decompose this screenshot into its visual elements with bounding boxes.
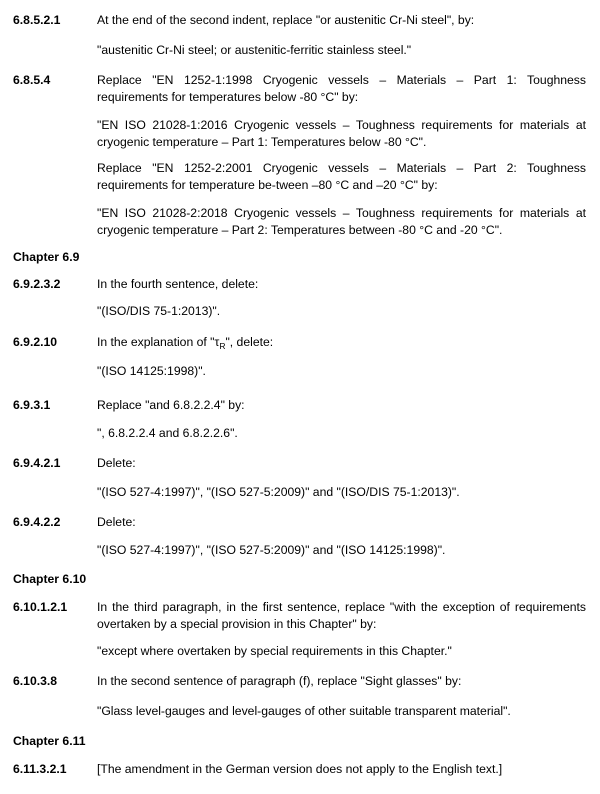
chapter-heading-6-11: Chapter 6.11 — [13, 734, 86, 748]
amendment-instruction: Delete: — [97, 456, 136, 470]
amendment-instruction: At the end of the second indent, replace "or austenitic Cr-Ni steel", by: — [97, 13, 475, 27]
paragraph-number: 6.8.5.4 — [13, 73, 51, 87]
replacement-text: "Glass level-gauges and level-gauges of other suitable transparent material". — [97, 704, 511, 718]
instruction-after: ", delete: — [225, 335, 274, 349]
amendment-instruction: In the third paragraph, in the first sentence, replace "with the exception of requirements overtaken by a special provision in this Chapter" by: — [97, 600, 586, 631]
paragraph-number: 6.9.2.10 — [13, 335, 58, 349]
paragraph-number: 6.10.1.2.1 — [13, 600, 68, 614]
replacement-text: "(ISO 527-4:1997)", "(ISO 527-5:2009)" and "(ISO/DIS 75-1:2013)". — [97, 485, 460, 499]
replacement-text: "austenitic Cr-Ni steel; or austenitic-ferritic stainless steel." — [97, 43, 412, 57]
amendment-instruction-2: Replace "EN 1252-2:2001 Cryogenic vessels – Materials – Part 2: Toughness requirements for temperature be-tween –80 °C and –20 °C" by: — [97, 161, 586, 192]
replacement-text: "(ISO/DIS 75-1:2013)". — [97, 304, 221, 318]
replacement-text: "(ISO 527-4:1997)", "(ISO 527-5:2009)" and "(ISO 14125:1998)". — [97, 543, 446, 557]
amendment-instruction: In the fourth sentence, delete: — [97, 277, 259, 291]
replacement-text: ", 6.8.2.2.4 and 6.8.2.2.6". — [97, 426, 238, 440]
paragraph-number: 6.9.4.2.1 — [13, 456, 61, 470]
paragraph-number: 6.10.3.8 — [13, 674, 58, 688]
chapter-heading-6-9: Chapter 6.9 — [13, 250, 80, 264]
amendment-instruction: Delete: — [97, 515, 136, 529]
replacement-text-2: "EN ISO 21028-2:2018 Cryogenic vessels – Toughness requirements for materials at cryogenic temperature – Part 2: Temperatures between -80 °C and -20 °C". — [97, 206, 586, 237]
replacement-text: "EN ISO 21028-1:2016 Cryogenic vessels – Toughness requirements for materials at cryogenic temperature – Part 1: Temperatures below -80 °C". — [97, 118, 586, 149]
amendment-instruction: Replace "EN 1252-1:1998 Cryogenic vessels – Materials – Part 1: Toughness requirements for temperatures below -80 °C" by: — [97, 73, 586, 104]
amendment-instruction — [97, 334, 586, 351]
amendment-instruction: Replace "and 6.8.2.2.4" by: — [97, 398, 245, 412]
replacement-text: "(ISO 14125:1998)". — [97, 364, 206, 378]
paragraph-number: 6.11.3.2.1 — [13, 762, 67, 776]
paragraph-number: 6.8.5.2.1 — [13, 13, 61, 27]
chapter-heading-6-10: Chapter 6.10 — [13, 572, 87, 586]
paragraph-number: 6.9.3.1 — [13, 398, 51, 412]
tau-symbol: τ — [214, 335, 220, 349]
instruction-before: In the explanation of " — [97, 335, 215, 349]
paragraph-number: 6.9.2.3.2 — [13, 277, 61, 291]
paragraph-number: 6.9.4.2.2 — [13, 515, 61, 529]
replacement-text: "except where overtaken by special requirements in this Chapter." — [97, 644, 452, 658]
tau-subscript: R — [219, 341, 226, 351]
amendment-instruction: In the second sentence of paragraph (f), replace "Sight glasses" by: — [97, 674, 462, 688]
amendment-instruction: [The amendment in the German version does not apply to the English text.] — [97, 762, 503, 776]
